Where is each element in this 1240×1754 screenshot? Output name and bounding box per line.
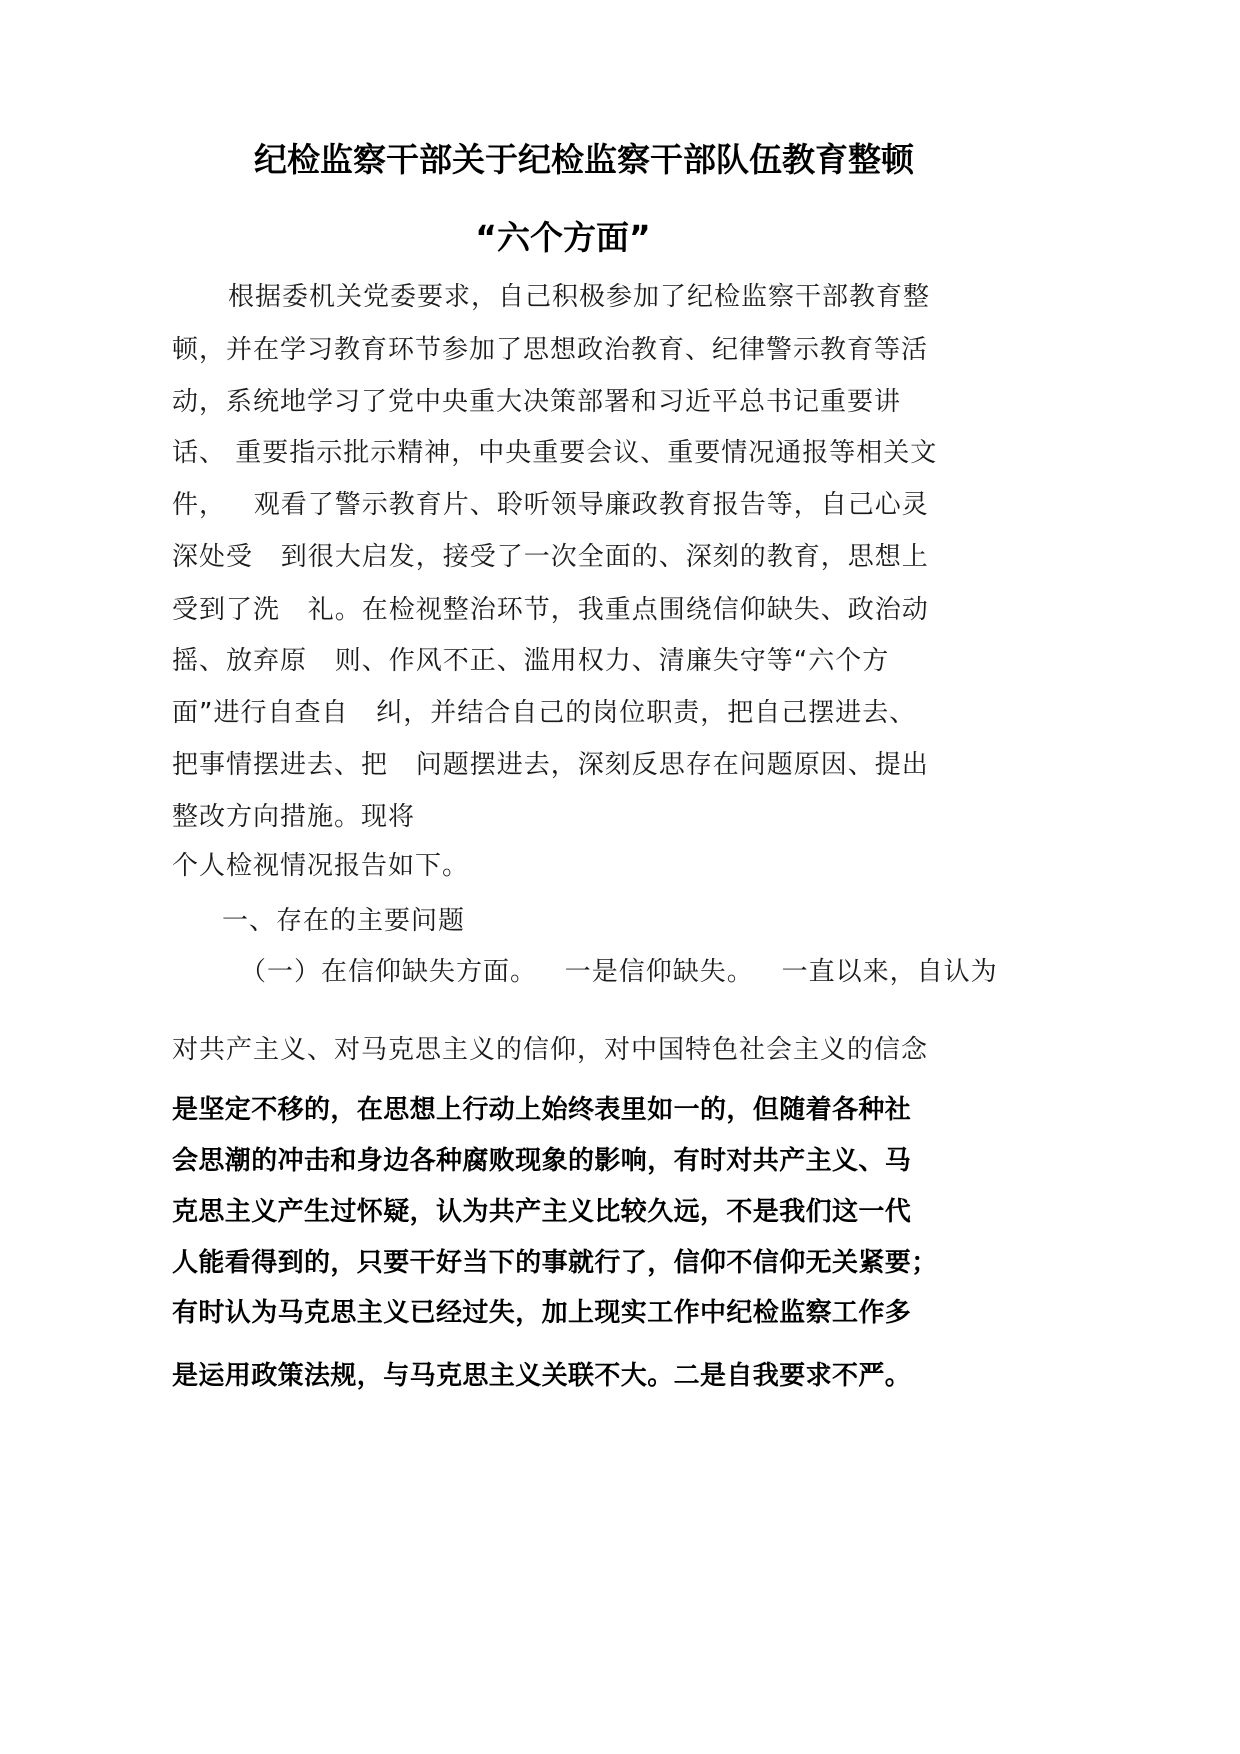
body-line: 动，系统地学习了党中央重大决策部署和习近平总书记重要讲 <box>172 387 902 417</box>
body-line-bold: 是坚定不移的，在思想上行动上始终表里如一的，但随着各种社 <box>172 1095 912 1125</box>
body-line: 摇、放弃原 则、作风不正、滥用权力、清廉失守等“六个方 <box>172 646 890 676</box>
body-line: 面”进行自查自 纠，并结合自己的岗位职责，把自己摆进去、 <box>172 698 917 728</box>
body-line: 话、 重要指示批示精神，中央重要会议、重要情况通报等相关文 <box>172 438 938 468</box>
body-line: 受到了洗 礼。在检视整治环节，我重点围绕信仰缺失、政治动 <box>172 595 929 625</box>
body-line: 整改方向措施。现将 <box>172 802 416 832</box>
body-line: 深处受 到很大启发，接受了一次全面的、深刻的教育，思想上 <box>172 542 929 572</box>
body-line: 件， 观看了警示教育片、聆听领导廉政教育报告等，自己心灵 <box>172 490 929 520</box>
body-line-bold: 人能看得到的，只要干好当下的事就行了，信仰不信仰无关紧要； <box>172 1248 938 1278</box>
body-line: 对共产主义、对马克思主义的信仰，对中国特色社会主义的信念 <box>172 1035 929 1065</box>
body-line-bold: 克思主义产生过怀疑，认为共产主义比较久远，不是我们这一代 <box>172 1197 912 1227</box>
body-line: 顿，并在学习教育环节参加了思想政治教育、纪律警示教育等活 <box>172 335 929 365</box>
subsection-heading: （一）在信仰缺失方面。 一是信仰缺失。 一直以来，自认为 <box>240 957 998 987</box>
body-line-bold: 会思潮的冲击和身边各种腐败现象的影响，有时对共产主义、马 <box>172 1146 912 1176</box>
section-heading: 一、存在的主要问题 <box>222 906 466 936</box>
document-title-line-2: “六个方面” <box>475 218 651 257</box>
body-line: 个人检视情况报告如下。 <box>172 851 470 881</box>
body-line: 把事情摆进去、把 问题摆进去，深刻反思存在问题原因、提出 <box>172 750 929 780</box>
body-line-bold: 有时认为马克思主义已经过失，加上现实工作中纪检监察工作多 <box>172 1298 912 1328</box>
document-title-line-1: 纪检监察干部关于纪检监察干部队伍教育整顿 <box>254 140 914 179</box>
body-line: 根据委机关党委要求，自己积极参加了纪检监察干部教育整 <box>228 282 931 312</box>
body-line-bold: 是运用政策法规，与马克思主义关联不大。二是自我要求不严。 <box>172 1361 912 1391</box>
